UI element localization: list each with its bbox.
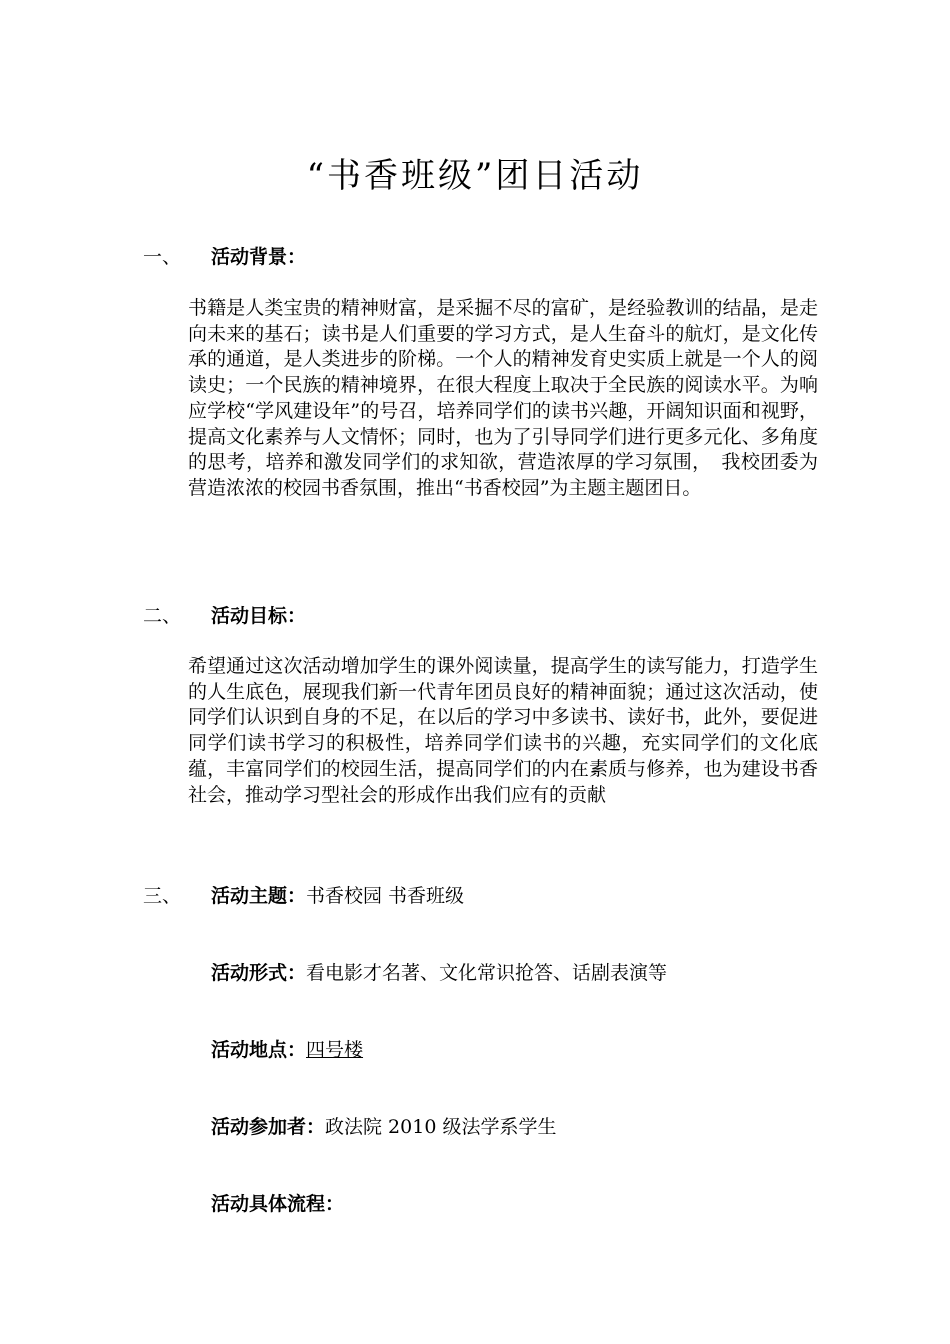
section-heading-theme [143, 882, 464, 910]
detail-label: 活动地点： [211, 1039, 307, 1061]
detail-label: 活动形式： [211, 962, 307, 984]
detail-row-location [211, 1036, 363, 1064]
section-number: 一、 [143, 246, 182, 268]
detail-row-participants [211, 1113, 556, 1141]
section-label: 活动目标： [211, 605, 307, 627]
section-label: 活动主题： [211, 885, 307, 907]
goals-paragraph: 希望通过这次活动增加学生的课外阅读量，提高学生的读写能力，打造学生的人生底色，展现我们新一代青年团员良好的精神面貌；通过这次活动，使同学们认识到自身的不足，在以后的学习中多读书、读好书，此外，要促进同学们读书学习的积极性，培养同学们读书的兴趣，充实同学们的文化底蕴，丰富同学们的校园生活，提高同学们的内在素质与修养，也为建设书香社会，推动学习型社会的形成作出我们应有的贡献 [188, 655, 818, 806]
section-heading-background [143, 243, 306, 271]
detail-value: 政法院 2010 级法学系学生 [325, 1116, 557, 1138]
detail-row-procedure [211, 1190, 344, 1218]
detail-label: 活动参加者： [211, 1116, 326, 1138]
document-title: “书香班级”团日活动 [306, 156, 644, 196]
detail-label: 活动具体流程： [211, 1193, 345, 1215]
section-label: 活动背景： [211, 246, 307, 268]
background-paragraph: 书籍是人类宝贵的精神财富，是采掘不尽的富矿，是经验教训的结晶，是走向未来的基石；读书是人们重要的学习方式，是人生奋斗的航灯，是文化传承的通道，是人类进步的阶梯。一个人的精神发育史实质上就是一个人的阅读史；一个民族的精神境界，在很大程度上取决于全民族的阅读水平。为响应学校“学风建设年”的号召，培养同学们的读书兴趣，开阔知识面和视野，提高文化素养与人文情怀；同时，也为了引导同学们进行更多元化、多角度的思考，培养和激发同学们的求知欲，营造浓厚的学习氛围， 我校团委为营造浓浓的校园书香氛围，推出“书香校园”为主题主题团日。 [188, 297, 818, 499]
detail-row-format [211, 959, 667, 987]
detail-value: 四号楼 [306, 1039, 364, 1061]
detail-value: 看电影才名著、文化常识抢答、话剧表演等 [306, 962, 668, 984]
theme-value: 书香校园 书香班级 [306, 885, 465, 907]
section-number: 三、 [143, 885, 182, 907]
section-heading-goals [143, 602, 306, 630]
section-number: 二、 [143, 605, 182, 627]
